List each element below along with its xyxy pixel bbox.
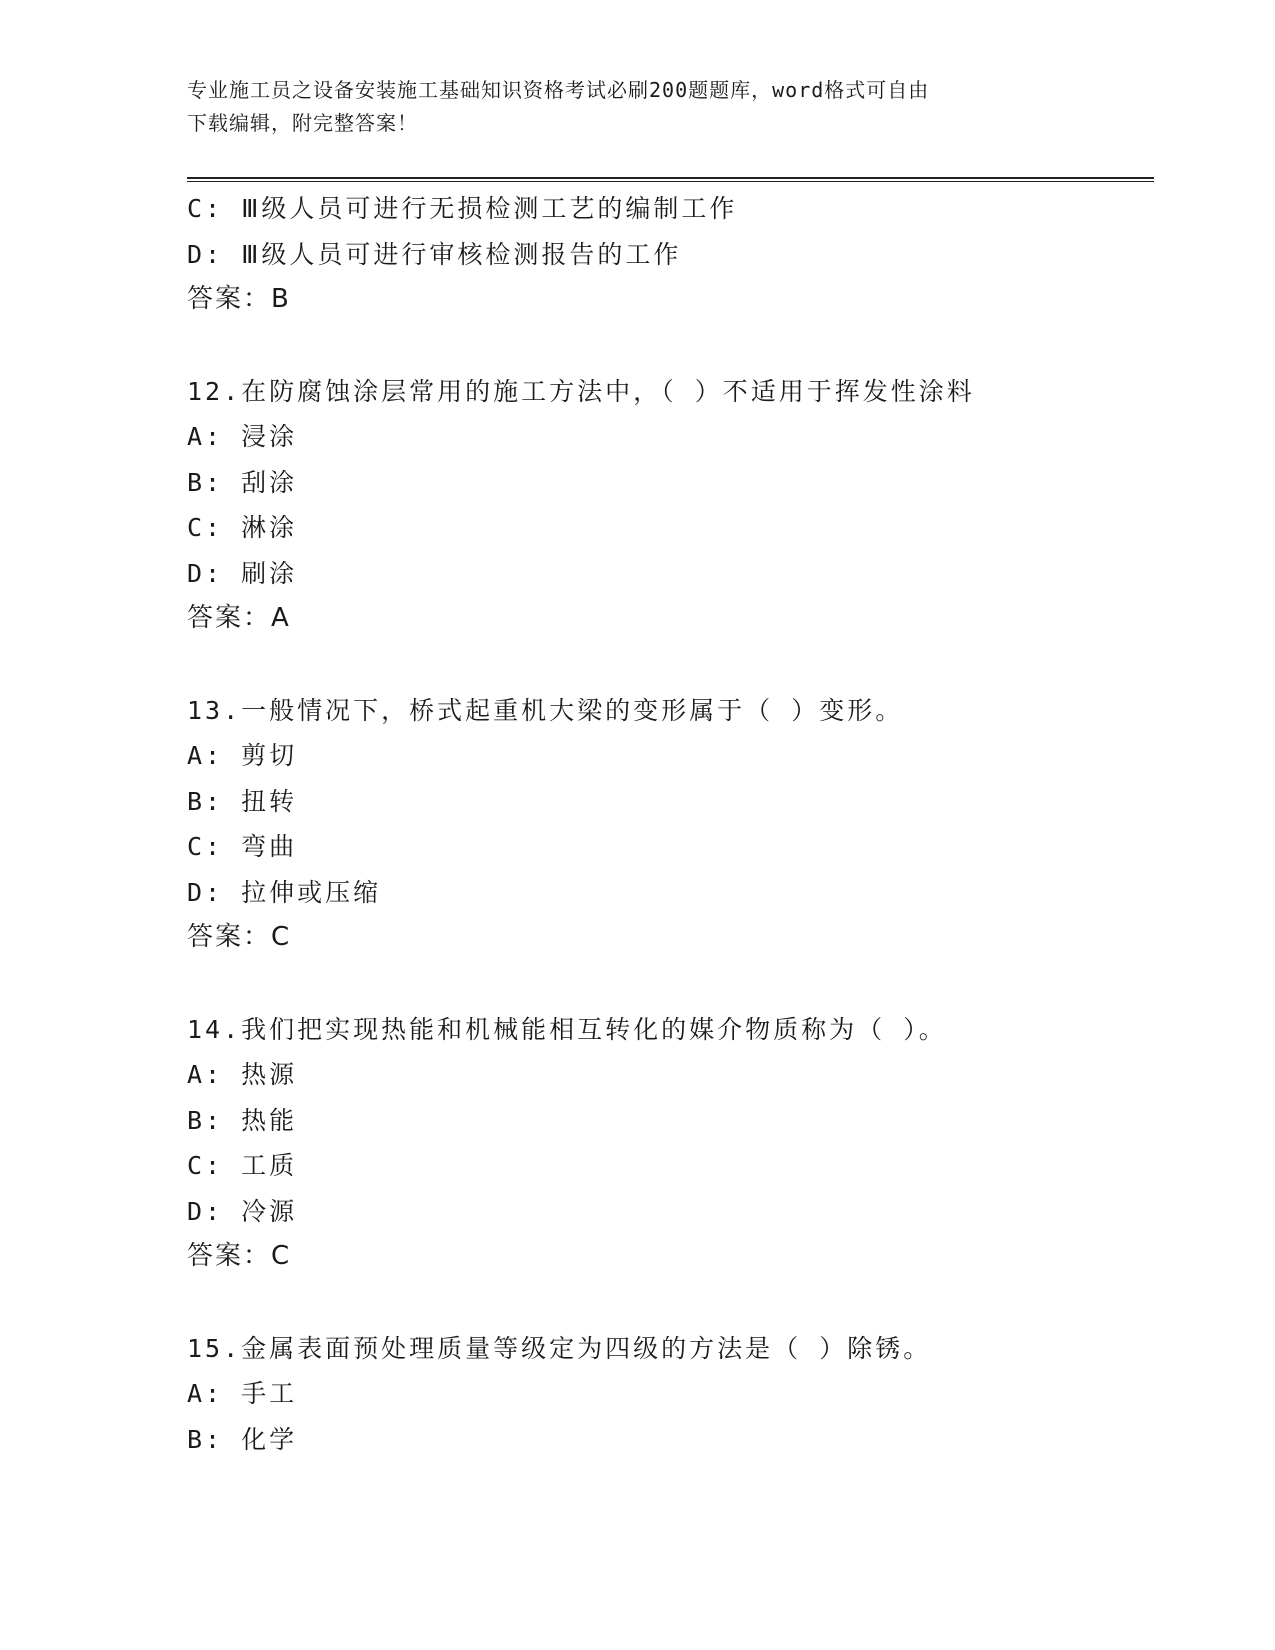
header-divider: [187, 177, 1154, 182]
option-d: D: 刷涂: [187, 558, 298, 588]
spacer: [187, 642, 1154, 688]
option-a: A: 剪切: [187, 741, 298, 770]
answer: 答案：B: [187, 284, 291, 314]
option-c: C: 工质: [187, 1151, 298, 1180]
question-13: [187, 688, 1154, 961]
option-d: D: 冷源: [187, 1196, 298, 1226]
question-stem: 13.一般情况下，桥式起重机大梁的变形属于（ ）变形。: [187, 695, 904, 725]
option-a: A: 浸涂: [187, 422, 298, 451]
header-line-1: 专业施工员之设备安装施工基础知识资格考试必刷200题题库，word格式可自由: [187, 78, 930, 102]
option-d: D: Ⅲ级人员可进行审核检测报告的工作: [187, 239, 682, 269]
answer: 答案：C: [187, 1241, 292, 1271]
answer: 答案：A: [187, 603, 291, 633]
question-stem: 12.在防腐蚀涂层常用的施工方法中，（ ）不适用于挥发性涂料: [187, 376, 975, 406]
question-stem: 15.金属表面预处理质量等级定为四级的方法是（ ）除锈。: [187, 1333, 932, 1363]
spacer: [187, 961, 1154, 1007]
option-c: C: 弯曲: [187, 832, 298, 861]
spacer: [187, 323, 1154, 369]
option-c: C: 淋涂: [187, 513, 298, 542]
spacer: [187, 1280, 1154, 1326]
option-c: C: Ⅲ级人员可进行无损检测工艺的编制工作: [187, 194, 738, 223]
question-12: [187, 369, 1154, 642]
option-a: A: 手工: [187, 1379, 298, 1408]
document-header: [187, 74, 1087, 140]
option-d: D: 拉伸或压缩: [187, 877, 382, 907]
option-a: A: 热源: [187, 1060, 298, 1089]
option-b: B: 热能: [187, 1105, 298, 1135]
question-14: [187, 1007, 1154, 1280]
header-line-2: 下载编辑，附完整答案！: [187, 111, 418, 135]
question-15: [187, 1326, 1154, 1463]
question-list: [187, 186, 1154, 1462]
question-stem: 14.我们把实现热能和机械能相互转化的媒介物质称为（ ）。: [187, 1014, 947, 1044]
option-b: B: 化学: [187, 1424, 298, 1454]
answer: 答案：C: [187, 922, 292, 952]
option-b: B: 刮涂: [187, 467, 298, 497]
question-11-tail: [187, 186, 1154, 323]
option-b: B: 扭转: [187, 786, 298, 816]
